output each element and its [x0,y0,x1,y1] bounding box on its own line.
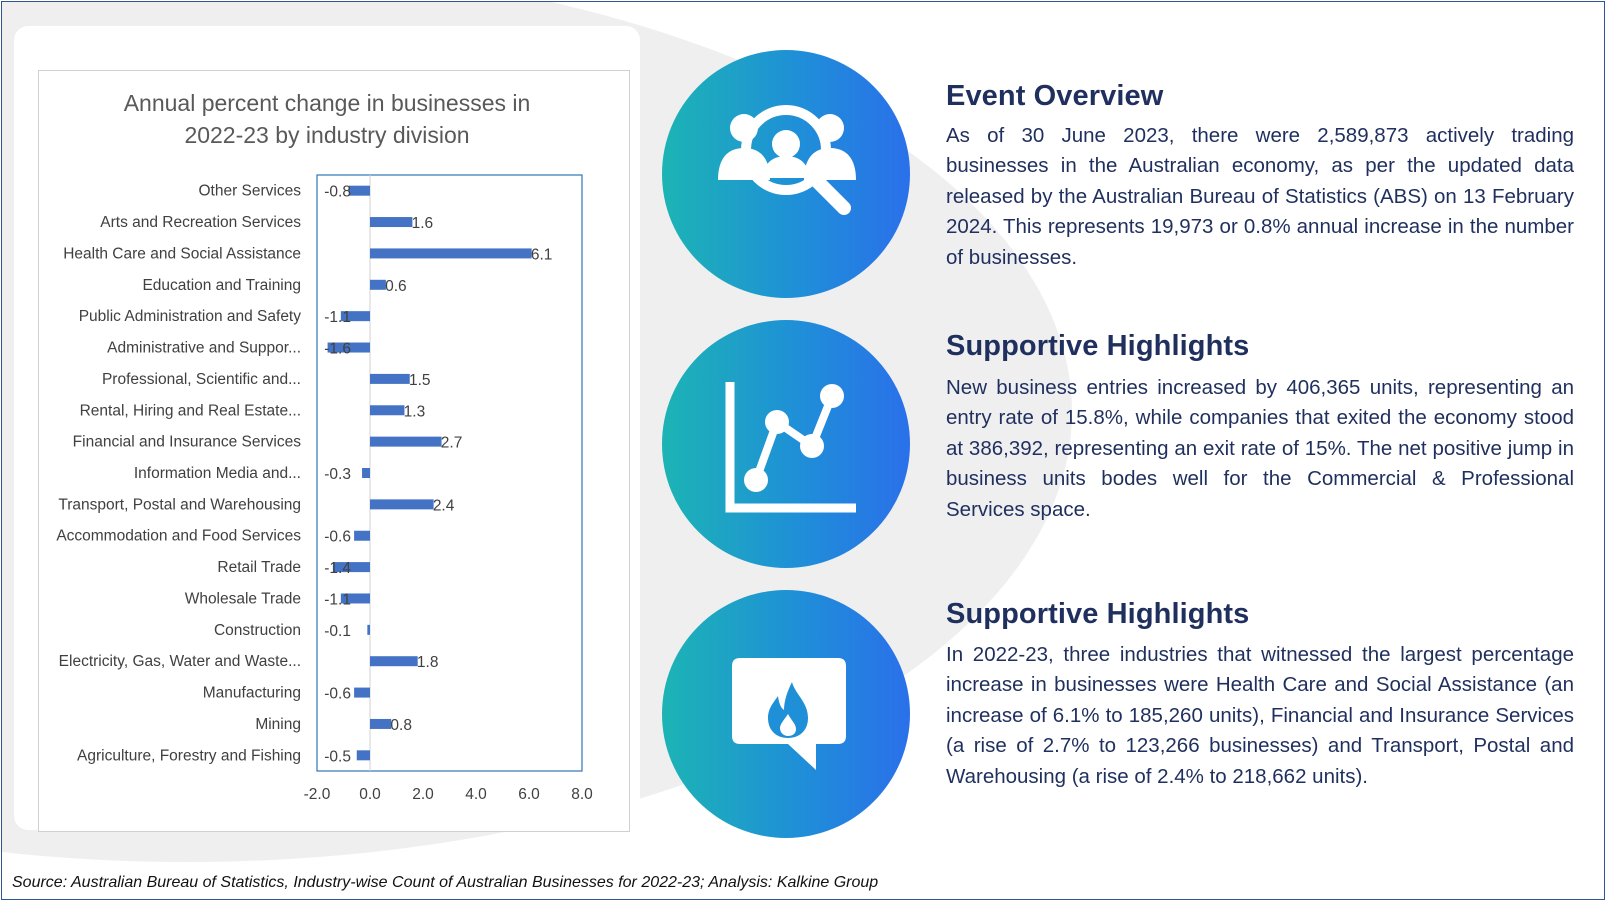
x-tick-label: 6.0 [518,786,540,803]
category-label: Transport, Postal and Warehousing [58,496,301,514]
section-3-heading: Supportive Highlights [946,598,1250,630]
section-1-text: As of 30 June 2023, there were 2,589,873 actively trading businesses in the Australian economy, as per the updated data released by the Australian Bureau of Statistics (ABS) on 13 February 2024. This represents 19,973 or 0.8% annual increase in the number of businesses. [946,124,1574,269]
section-2-icon-circle [662,320,910,568]
data-label: 1.3 [403,403,426,421]
flame-chat-icon [662,590,910,838]
category-label: Administrative and Suppor... [107,339,301,357]
data-label: -1.1 [324,309,351,327]
bar [357,750,370,760]
bar [370,248,532,258]
category-label: Other Services [198,182,301,200]
bar [370,374,410,384]
data-label: 2.7 [440,434,463,452]
data-label: -0.3 [324,466,351,483]
category-label: Accommodation and Food Services [56,527,301,545]
chart-card [14,26,640,830]
data-label: 0.6 [385,277,407,295]
bar [349,186,370,196]
data-label: 6.1 [530,246,553,264]
category-label: Electricity, Gas, Water and Waste... [58,653,301,671]
x-tick-label: 8.0 [571,786,593,803]
category-label: Financial and Insurance Services [72,433,301,451]
data-label: -0.1 [324,622,351,640]
category-label: Agriculture, Forestry and Fishing [77,747,301,765]
bar-chart [39,71,631,833]
data-label: -0.6 [324,528,351,546]
data-label: 2.4 [432,497,455,515]
data-label: -0.8 [324,183,351,201]
section-3-icon-circle [662,590,910,838]
data-label: -1.6 [324,340,351,358]
plot-area-border [317,175,582,771]
category-label: Rental, Hiring and Real Estate... [79,402,301,420]
bar [370,719,391,729]
line-chart-icon [662,320,910,568]
chart-title-line: 2022-23 by industry division [184,122,470,148]
chart-area [38,70,630,832]
x-tick-label: 4.0 [465,786,487,803]
section-1-heading: Event Overview [946,80,1164,112]
category-label: Health Care and Social Assistance [63,245,301,263]
source-footnote: Source: Australian Bureau of Statistics, Industry-wise Count of Australian Businesses for 2022-23; Analysis: Kalkine Group [12,874,879,891]
category-label: Retail Trade [217,559,301,577]
category-label: Information Media and... [133,465,301,482]
category-label: Arts and Recreation Services [100,214,301,232]
bar [354,531,370,541]
x-tick-label: 2.0 [412,786,434,803]
bar [362,468,370,478]
section-2-text: New business entries increased by 406,365 units, representing an entry rate of 15.8%, while companies that exited the economy stood at 386,392, representing an exit rate of 15%. The net positive jump in business units bodes well for the Commercial & Professional Services space. [946,376,1574,521]
bar [370,280,386,290]
people-search-icon [662,50,910,298]
category-label: Mining [255,715,301,733]
category-label: Manufacturing [202,684,301,702]
data-label: -1.4 [324,560,351,578]
data-label: -0.6 [324,685,351,703]
section-1-icon-circle [662,50,910,298]
data-label: -0.5 [324,748,351,766]
category-label: Wholesale Trade [184,590,301,608]
section-3-text: In 2022-23, three industries that witnessed the largest percentage increase in businesses were Health Care and Social Assistance (an increase of 6.1% to 185,260 units), Financial and Insurance Services (a rise of 2.7% to 123,266 businesses) and Transport, Postal and Warehousing (a rise of 2.4% to 218,662 units). [946,643,1574,788]
bar [370,499,434,509]
x-tick-label: 0.0 [359,786,381,803]
data-label: -1.1 [324,591,351,609]
chart-title-line: Annual percent change in businesses in [123,90,531,116]
data-label: 1.8 [416,654,439,672]
data-label: 1.6 [411,215,434,233]
x-tick-label: -2.0 [303,786,331,803]
infographic-frame [1,1,1605,900]
bar [370,656,418,666]
bar [354,688,370,698]
data-label: 1.5 [408,371,431,389]
category-label: Education and Training [142,276,301,294]
bar [370,217,412,227]
bar [370,437,442,447]
category-label: Professional, Scientific and... [101,370,301,388]
data-label: 0.8 [390,716,412,734]
category-label: Construction [213,621,301,639]
bar [367,625,370,635]
section-2-heading: Supportive Highlights [946,330,1250,362]
category-label: Public Administration and Safety [78,308,301,326]
bar [370,405,404,415]
